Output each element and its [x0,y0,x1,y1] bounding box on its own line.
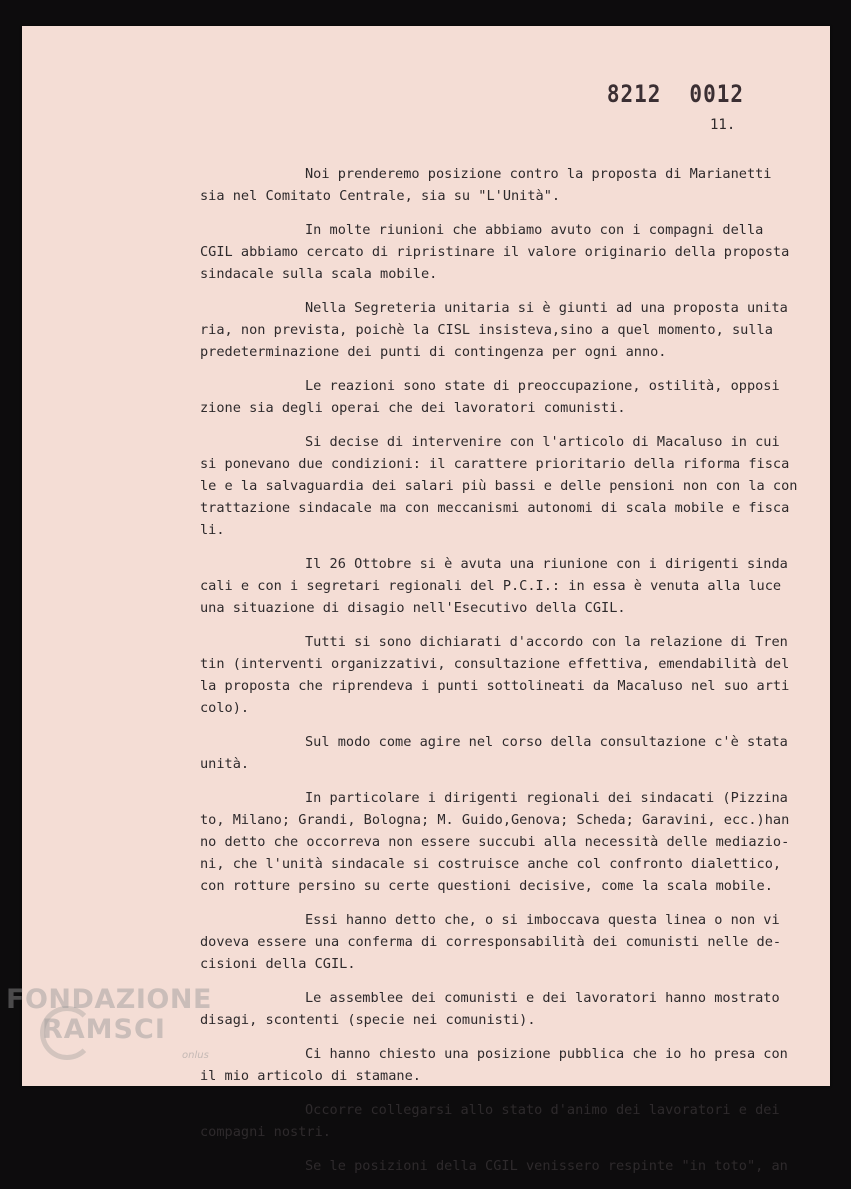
paragraph [200,297,788,363]
paragraph [200,731,788,775]
text-line: ni, che l'unità sindacale si costruisce anche col confronto dialettico, [200,856,782,872]
text-line: cisioni della CGIL. [200,956,356,972]
text-line: Nella Segreteria unitaria si è giunti ad una proposta unita [305,300,788,316]
text-line: le e la salvaguardia dei salari più bassi e delle pensioni non con la con [200,478,798,494]
text-line: Il 26 Ottobre si è avuta una riunione con i dirigenti sinda [305,556,788,572]
text-line: unità. [200,756,250,772]
text-line: CGIL abbiamo cercato di ripristinare il valore originario della proposta [200,244,790,260]
text-line: disagi, scontenti (specie nei comunisti). [200,1012,536,1028]
text-line: trattazione sindacale ma con meccanismi autonomi di scala mobile e fisca [200,500,790,516]
paragraph [200,375,780,419]
text-line: zione sia degli operai che dei lavoratori comunisti. [200,400,626,416]
text-line: to, Milano; Grandi, Bologna; M. Guido,Genova; Scheda; Garavini, ecc.)han [200,812,790,828]
text-line: Le reazioni sono state di preoccupazione, ostilità, opposi [305,378,780,394]
text-line: In molte riunioni che abbiamo avuto con i compagni della [305,222,764,238]
watermark-line2: RAMSCI [42,1014,166,1045]
text-line: il mio articolo di stamane. [200,1068,421,1084]
text-line: Le assemblee dei comunisti e dei lavoratori hanno mostrato [305,990,780,1006]
paragraph [200,163,774,207]
text-line: Essi hanno detto che, o si imboccava questa linea o non vi [305,912,780,928]
text-line: tin (interventi organizzativi, consultazione effettiva, emendabilità del [200,656,790,672]
text-line: la proposta che riprendeva i punti sottolineati da Macaluso nel suo arti [200,678,790,694]
text-line: doveva essere una conferma di corresponsabilità dei comunisti nelle de- [200,934,782,950]
text-line: ria, non prevista, poichè la CISL insisteva,sino a quel momento, sulla [200,322,773,338]
text-line: predeterminazione dei punti di contingenza per ogni anno. [200,344,667,360]
text-line: Tutti si sono dichiarati d'accordo con la relazione di Tren [305,634,788,650]
text-line: si ponevano due condizioni: il carattere prioritario della riforma fisca [200,456,790,472]
paragraph [200,1043,788,1087]
text-line: sindacale sulla scala mobile. [200,266,438,282]
text-line: Sul modo come agire nel corso della consultazione c'è stata [305,734,788,750]
text-line: li. [200,522,225,538]
text-line: Ci hanno chiesto una posizione pubblica che io ho presa con [305,1046,788,1062]
text-line: cali e con i segretari regionali del P.C.I.: in essa è venuta alla luce [200,578,782,594]
paragraph [200,909,782,975]
archive-code [607,80,744,108]
page-number: 11. [710,117,736,133]
text-line: In particolare i dirigenti regionali dei sindacati (Pizzina [305,790,788,806]
paragraph [200,219,790,285]
document-body [200,163,798,1189]
paragraph [200,987,780,1031]
text-line: una situazione di disagio nell'Esecutivo della CGIL. [200,600,626,616]
text-line: compagni nostri. [200,1124,331,1140]
text-line: no detto che occorreva non essere succubi alla necessità delle mediazio- [200,834,790,850]
text-line: Occorre collegarsi allo stato d'animo dei lavoratori e dei [305,1102,780,1118]
text-line: Noi prenderemo posizione contro la proposta di Marianetti [305,166,772,182]
watermark-suffix: onlus [182,1050,209,1061]
text-line: sia nel Comitato Centrale, sia su "L'Unità". [200,188,561,204]
archive-code-part2: 0012 [689,80,744,108]
paragraph [200,1099,780,1143]
paragraph [200,431,798,541]
paragraph [200,1155,788,1177]
text-line: con rotture persino su certe questioni decisive, come la scala mobile. [200,878,773,894]
paragraph [200,553,788,619]
text-line: Se le posizioni della CGIL venissero respinte "in toto", an [305,1158,788,1174]
paragraph [200,631,790,719]
archive-code-part1: 8212 [606,80,662,108]
text-line: colo). [200,700,250,716]
paragraph [200,787,790,897]
text-line: Si decise di intervenire con l'articolo di Macaluso in cui [305,434,780,450]
watermark-line1: FONDAZIONE [6,984,212,1015]
